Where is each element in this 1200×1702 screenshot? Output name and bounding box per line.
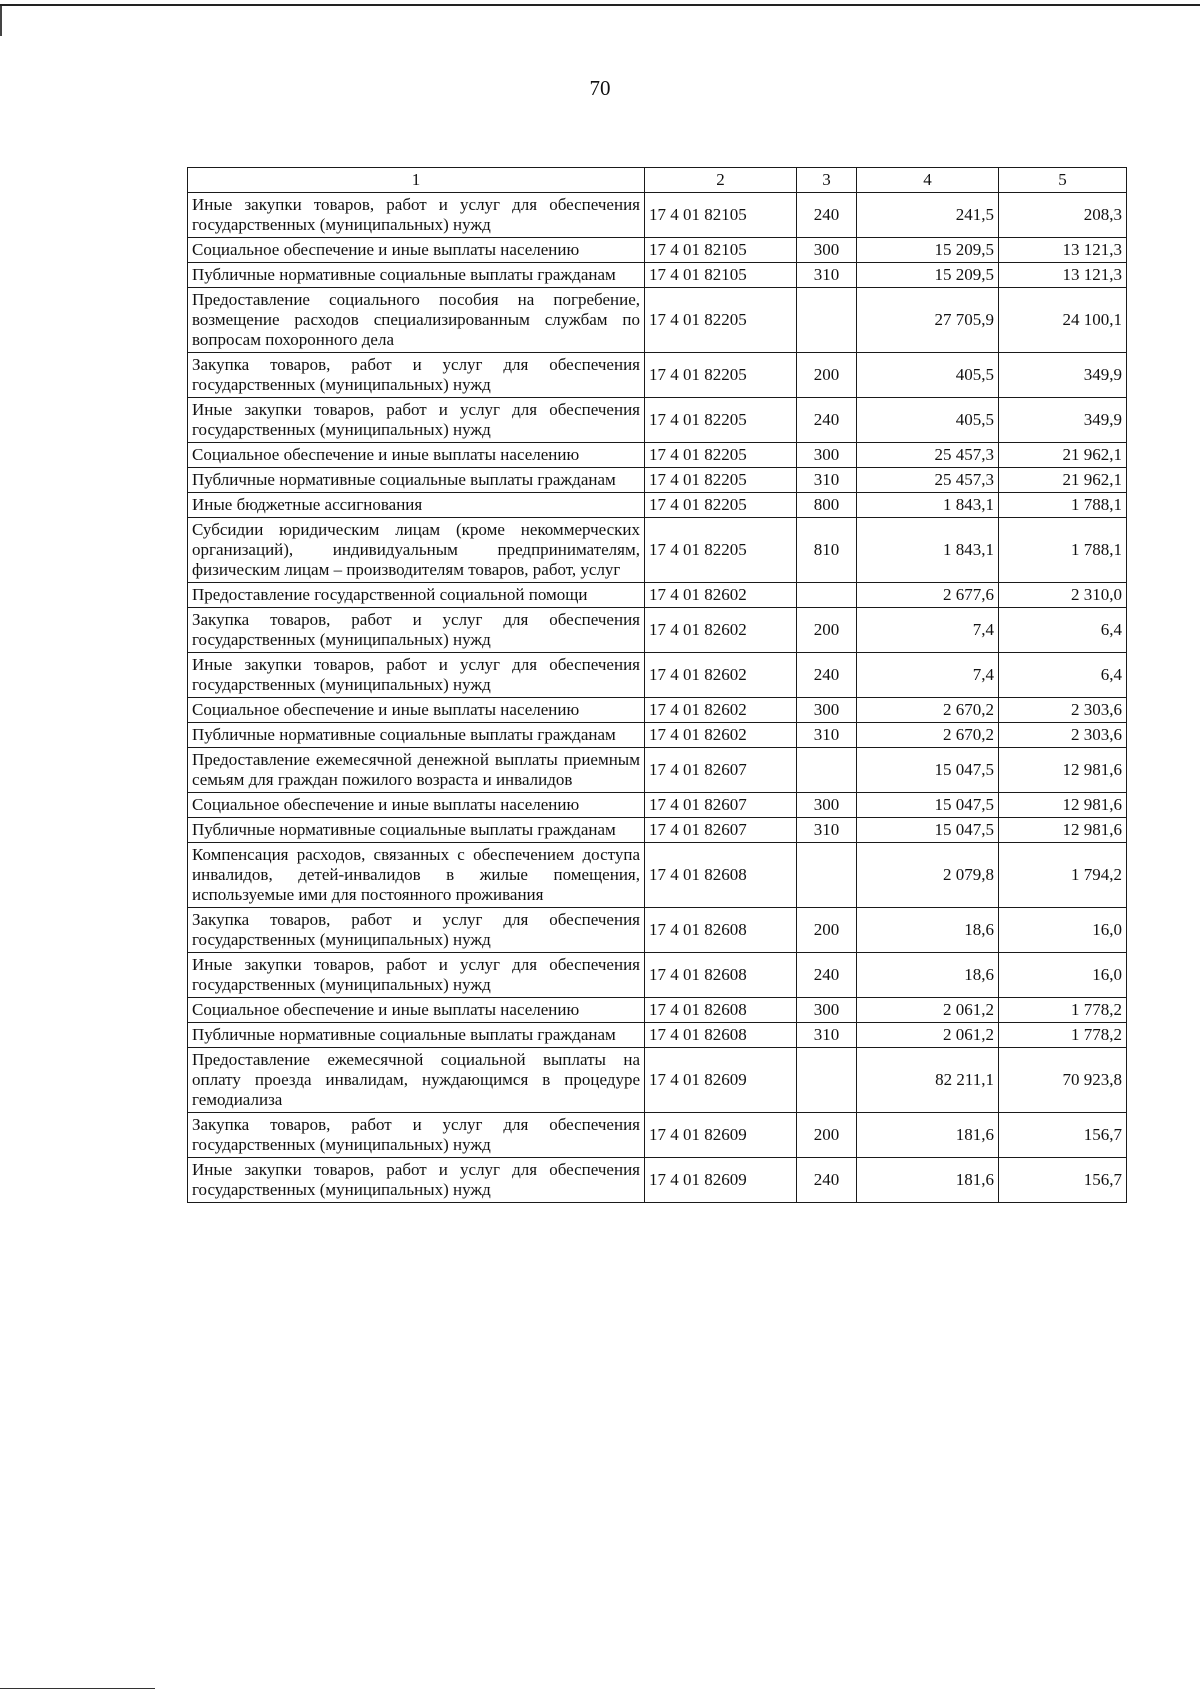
- amount-col4-cell: 7,4: [857, 608, 999, 653]
- row-name-cell: Публичные нормативные социальные выплаты гражданам: [188, 723, 645, 748]
- amount-col5-cell: 13 121,3: [999, 238, 1127, 263]
- amount-col5-cell: 349,9: [999, 398, 1127, 443]
- target-code-cell: 17 4 01 82205: [645, 518, 797, 583]
- row-name-cell: Иные закупки товаров, работ и услуг для обеспечения государственных (муниципальных) нужд: [188, 953, 645, 998]
- expense-type-cell: 240: [797, 193, 857, 238]
- target-code-cell: 17 4 01 82205: [645, 353, 797, 398]
- amount-col4-cell: 15 209,5: [857, 263, 999, 288]
- amount-col5-cell: 16,0: [999, 953, 1127, 998]
- expense-type-cell: [797, 748, 857, 793]
- table-row: [188, 443, 1127, 468]
- table-row: [188, 353, 1127, 398]
- page-number: 70: [589, 76, 611, 100]
- target-code-cell: 17 4 01 82607: [645, 818, 797, 843]
- row-name-cell: Компенсация расходов, связанных с обеспечением доступа инвалидов, детей-инвалидов в жилые помещения, используемые ими для постоянного проживания: [188, 843, 645, 908]
- expense-type-cell: 310: [797, 468, 857, 493]
- row-name-cell: Социальное обеспечение и иные выплаты населению: [188, 998, 645, 1023]
- expense-type-cell: [797, 288, 857, 353]
- amount-col5-cell: 156,7: [999, 1158, 1127, 1203]
- amount-col4-cell: 1 843,1: [857, 518, 999, 583]
- amount-col4-cell: 2 079,8: [857, 843, 999, 908]
- amount-col4-cell: 181,6: [857, 1113, 999, 1158]
- target-code-cell: 17 4 01 82205: [645, 493, 797, 518]
- table-row: [188, 1023, 1127, 1048]
- column-header: 2: [645, 168, 797, 193]
- target-code-cell: 17 4 01 82105: [645, 263, 797, 288]
- target-code-cell: 17 4 01 82105: [645, 238, 797, 263]
- table-row: [188, 288, 1127, 353]
- amount-col4-cell: 405,5: [857, 398, 999, 443]
- expense-type-cell: 200: [797, 1113, 857, 1158]
- table-body: [188, 193, 1127, 1203]
- amount-col5-cell: 2 303,6: [999, 723, 1127, 748]
- amount-col4-cell: 2 061,2: [857, 1023, 999, 1048]
- expense-type-cell: [797, 583, 857, 608]
- scan-edge-mark: [0, 6, 2, 36]
- amount-col4-cell: 7,4: [857, 653, 999, 698]
- target-code-cell: 17 4 01 82602: [645, 608, 797, 653]
- amount-col4-cell: 15 209,5: [857, 238, 999, 263]
- table-row: [188, 843, 1127, 908]
- amount-col4-cell: 15 047,5: [857, 818, 999, 843]
- row-name-cell: Публичные нормативные социальные выплаты гражданам: [188, 1023, 645, 1048]
- target-code-cell: 17 4 01 82205: [645, 443, 797, 468]
- row-name-cell: Предоставление ежемесячной социальной выплаты на оплату проезда инвалидам, нуждающимся в процедуре гемодиализа: [188, 1048, 645, 1113]
- row-name-cell: Предоставление ежемесячной денежной выплаты приемным семьям для граждан пожилого возраста и инвалидов: [188, 748, 645, 793]
- amount-col5-cell: 208,3: [999, 193, 1127, 238]
- table-row: [188, 908, 1127, 953]
- row-name-cell: Иные закупки товаров, работ и услуг для обеспечения государственных (муниципальных) нужд: [188, 1158, 645, 1203]
- amount-col5-cell: 70 923,8: [999, 1048, 1127, 1113]
- amount-col5-cell: 1 788,1: [999, 493, 1127, 518]
- expense-type-cell: 240: [797, 398, 857, 443]
- amount-col5-cell: 16,0: [999, 908, 1127, 953]
- row-name-cell: Социальное обеспечение и иные выплаты населению: [188, 698, 645, 723]
- row-name-cell: Социальное обеспечение и иные выплаты населению: [188, 793, 645, 818]
- amount-col5-cell: 24 100,1: [999, 288, 1127, 353]
- amount-col5-cell: 349,9: [999, 353, 1127, 398]
- expense-type-cell: 200: [797, 353, 857, 398]
- budget-table: [187, 167, 1127, 1203]
- expense-type-cell: 240: [797, 953, 857, 998]
- table-row: [188, 953, 1127, 998]
- amount-col4-cell: 2 677,6: [857, 583, 999, 608]
- table-row: [188, 723, 1127, 748]
- expense-type-cell: 800: [797, 493, 857, 518]
- column-header: 5: [999, 168, 1127, 193]
- row-name-cell: Иные закупки товаров, работ и услуг для обеспечения государственных (муниципальных) нужд: [188, 398, 645, 443]
- row-name-cell: Субсидии юридическим лицам (кроме некоммерческих организаций), индивидуальным предпринимателям, физическим лицам – производителям товаров, работ, услуг: [188, 518, 645, 583]
- expense-type-cell: 310: [797, 263, 857, 288]
- target-code-cell: 17 4 01 82607: [645, 748, 797, 793]
- table-row: [188, 998, 1127, 1023]
- target-code-cell: 17 4 01 82205: [645, 398, 797, 443]
- amount-col4-cell: 82 211,1: [857, 1048, 999, 1113]
- amount-col4-cell: 2 061,2: [857, 998, 999, 1023]
- expense-type-cell: 300: [797, 443, 857, 468]
- target-code-cell: 17 4 01 82602: [645, 698, 797, 723]
- target-code-cell: 17 4 01 82609: [645, 1158, 797, 1203]
- amount-col4-cell: 15 047,5: [857, 748, 999, 793]
- target-code-cell: 17 4 01 82609: [645, 1113, 797, 1158]
- amount-col4-cell: 18,6: [857, 908, 999, 953]
- amount-col5-cell: 2 310,0: [999, 583, 1127, 608]
- row-name-cell: Закупка товаров, работ и услуг для обеспечения государственных (муниципальных) нужд: [188, 353, 645, 398]
- table-header-row: [188, 168, 1127, 193]
- expense-type-cell: [797, 843, 857, 908]
- row-name-cell: Публичные нормативные социальные выплаты гражданам: [188, 263, 645, 288]
- target-code-cell: 17 4 01 82602: [645, 723, 797, 748]
- row-name-cell: Иные закупки товаров, работ и услуг для обеспечения государственных (муниципальных) нужд: [188, 193, 645, 238]
- table-row: [188, 193, 1127, 238]
- amount-col4-cell: 2 670,2: [857, 723, 999, 748]
- expense-type-cell: 200: [797, 908, 857, 953]
- table-row: [188, 1158, 1127, 1203]
- expense-type-cell: 300: [797, 793, 857, 818]
- table-row: [188, 698, 1127, 723]
- row-name-cell: Закупка товаров, работ и услуг для обеспечения государственных (муниципальных) нужд: [188, 608, 645, 653]
- row-name-cell: Социальное обеспечение и иные выплаты населению: [188, 443, 645, 468]
- table-row: [188, 653, 1127, 698]
- amount-col5-cell: 1 788,1: [999, 518, 1127, 583]
- target-code-cell: 17 4 01 82602: [645, 653, 797, 698]
- amount-col5-cell: 12 981,6: [999, 793, 1127, 818]
- amount-col4-cell: 405,5: [857, 353, 999, 398]
- table-row: [188, 1048, 1127, 1113]
- target-code-cell: 17 4 01 82205: [645, 288, 797, 353]
- amount-col4-cell: 18,6: [857, 953, 999, 998]
- target-code-cell: 17 4 01 82608: [645, 1023, 797, 1048]
- row-name-cell: Публичные нормативные социальные выплаты гражданам: [188, 818, 645, 843]
- row-name-cell: Закупка товаров, работ и услуг для обеспечения государственных (муниципальных) нужд: [188, 908, 645, 953]
- row-name-cell: Закупка товаров, работ и услуг для обеспечения государственных (муниципальных) нужд: [188, 1113, 645, 1158]
- amount-col5-cell: 1 778,2: [999, 998, 1127, 1023]
- expense-type-cell: 200: [797, 608, 857, 653]
- footnote-rule: [0, 1688, 155, 1689]
- column-header: 4: [857, 168, 999, 193]
- amount-col4-cell: 25 457,3: [857, 468, 999, 493]
- expense-type-cell: 240: [797, 653, 857, 698]
- row-name-cell: Социальное обеспечение и иные выплаты населению: [188, 238, 645, 263]
- table-row: [188, 263, 1127, 288]
- row-name-cell: Иные закупки товаров, работ и услуг для обеспечения государственных (муниципальных) нужд: [188, 653, 645, 698]
- amount-col4-cell: 241,5: [857, 193, 999, 238]
- amount-col5-cell: 6,4: [999, 608, 1127, 653]
- table-row: [188, 518, 1127, 583]
- target-code-cell: 17 4 01 82608: [645, 908, 797, 953]
- amount-col5-cell: 6,4: [999, 653, 1127, 698]
- target-code-cell: 17 4 01 82609: [645, 1048, 797, 1113]
- amount-col5-cell: 12 981,6: [999, 818, 1127, 843]
- expense-type-cell: 240: [797, 1158, 857, 1203]
- table-row: [188, 748, 1127, 793]
- amount-col4-cell: 25 457,3: [857, 443, 999, 468]
- amount-col5-cell: 21 962,1: [999, 468, 1127, 493]
- amount-col5-cell: 13 121,3: [999, 263, 1127, 288]
- expense-type-cell: 300: [797, 698, 857, 723]
- table-row: [188, 238, 1127, 263]
- target-code-cell: 17 4 01 82602: [645, 583, 797, 608]
- expense-type-cell: 310: [797, 723, 857, 748]
- amount-col5-cell: 12 981,6: [999, 748, 1127, 793]
- target-code-cell: 17 4 01 82608: [645, 843, 797, 908]
- amount-col5-cell: 1 794,2: [999, 843, 1127, 908]
- amount-col4-cell: 27 705,9: [857, 288, 999, 353]
- expense-type-cell: [797, 1048, 857, 1113]
- amount-col4-cell: 181,6: [857, 1158, 999, 1203]
- table-row: [188, 468, 1127, 493]
- row-name-cell: Предоставление государственной социальной помощи: [188, 583, 645, 608]
- expense-type-cell: 310: [797, 818, 857, 843]
- table-row: [188, 583, 1127, 608]
- amount-col5-cell: 2 303,6: [999, 698, 1127, 723]
- amount-col5-cell: 21 962,1: [999, 443, 1127, 468]
- target-code-cell: 17 4 01 82607: [645, 793, 797, 818]
- expense-type-cell: 300: [797, 238, 857, 263]
- row-name-cell: Публичные нормативные социальные выплаты гражданам: [188, 468, 645, 493]
- row-name-cell: Предоставление социального пособия на погребение, возмещение расходов специализированным службам по вопросам похоронного дела: [188, 288, 645, 353]
- amount-col4-cell: 15 047,5: [857, 793, 999, 818]
- table-row: [188, 493, 1127, 518]
- row-name-cell: Иные бюджетные ассигнования: [188, 493, 645, 518]
- amount-col5-cell: 1 778,2: [999, 1023, 1127, 1048]
- column-header: 1: [188, 168, 645, 193]
- table-row: [188, 1113, 1127, 1158]
- column-header: 3: [797, 168, 857, 193]
- amount-col4-cell: 1 843,1: [857, 493, 999, 518]
- expense-type-cell: 300: [797, 998, 857, 1023]
- expense-type-cell: 310: [797, 1023, 857, 1048]
- scan-edge-line: [0, 4, 1200, 6]
- table-row: [188, 818, 1127, 843]
- amount-col4-cell: 2 670,2: [857, 698, 999, 723]
- target-code-cell: 17 4 01 82608: [645, 953, 797, 998]
- table-row: [188, 793, 1127, 818]
- target-code-cell: 17 4 01 82205: [645, 468, 797, 493]
- target-code-cell: 17 4 01 82608: [645, 998, 797, 1023]
- expense-type-cell: 810: [797, 518, 857, 583]
- target-code-cell: 17 4 01 82105: [645, 193, 797, 238]
- table-row: [188, 608, 1127, 653]
- amount-col5-cell: 156,7: [999, 1113, 1127, 1158]
- table-row: [188, 398, 1127, 443]
